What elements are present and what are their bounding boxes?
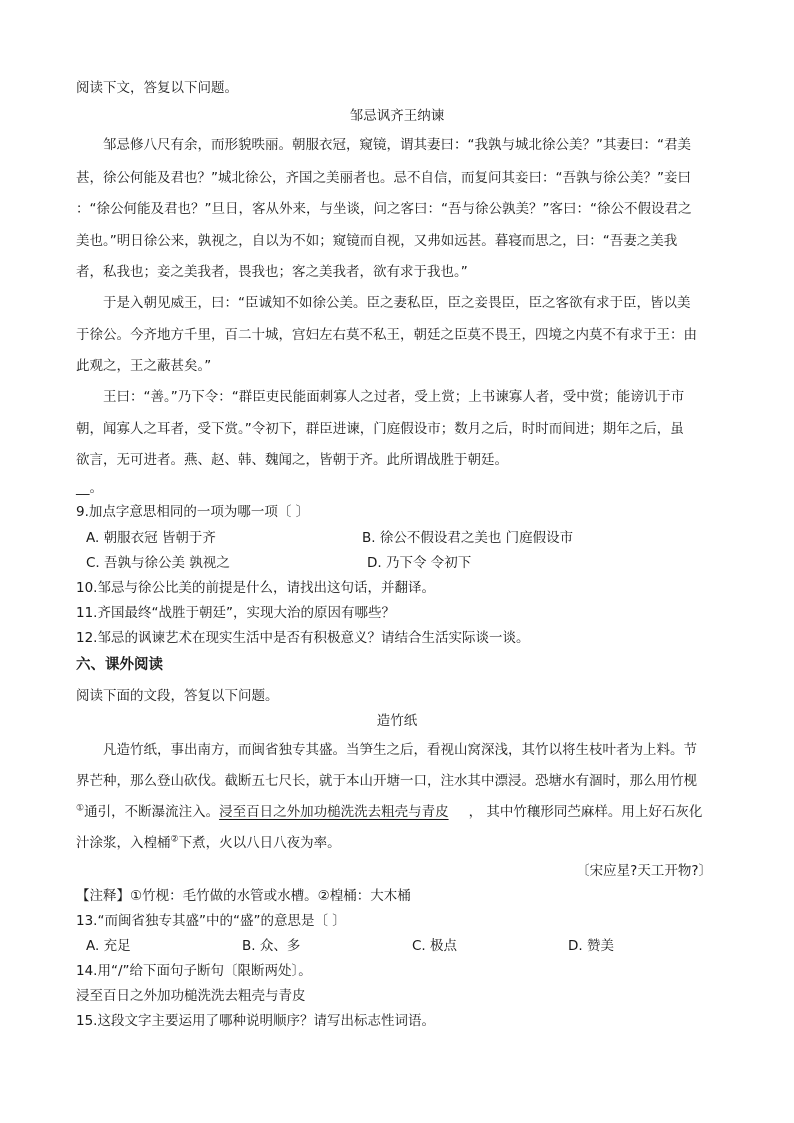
question-14-sentence: 浸至百日之外加功槌洗洗去粗壳与青皮 <box>76 988 306 1004</box>
question-14: 14.用“/”给下面句子断句〔限断两处〕。 <box>76 963 312 979</box>
reading-instruction-2: 阅读下面的文段，答复以下问题。 <box>76 688 279 704</box>
paragraph-line: 甚，徐公何能及君也？”城北徐公，齐国之美丽者也。忌不自信，而复问其妾曰：“吾孰与徐公美？”妾曰 <box>76 170 691 186</box>
paragraph-line <box>76 834 341 852</box>
question-12: 12.邹忌的讽谏艺术在现实生活中是否有积极意义？请结合生活实际谈一谈。 <box>76 630 530 646</box>
paragraph-line: 此观之，王之蔽甚矣。” <box>76 358 212 374</box>
option-c: C. 极点 <box>412 938 458 954</box>
paragraph-line: 美也。”明日徐公来，孰视之，自以为不如；窥镜而自视，又弗如远甚。暮寝而思之，曰：“吾妻之美我 <box>76 233 678 249</box>
question-9: 9.加点字意思相同的一项为哪一项〔 〕 <box>76 504 310 520</box>
question-13: 13.“而闽省独专其盛”中的“盛”的意思是〔 〕 <box>76 913 346 929</box>
paragraph-line: 王曰：“善。”乃下令：“群臣吏民能面刺寡人之过者，受上赏；上书谏寡人者，受中赏；能谤讥于市 <box>103 389 685 405</box>
paragraph-line: 于是入朝见威王，曰：“臣诚知不如徐公美。臣之妻私臣，臣之妾畏臣，臣之客欲有求于臣，皆以美 <box>103 295 691 311</box>
passage-title-2: 造竹纸 <box>376 713 418 729</box>
paragraph-line: 欲言，无可进者。燕、赵、韩、魏闻之，皆朝于齐。此所谓战胜于朝廷。 <box>76 452 508 468</box>
paragraph-line: 者，私我也；妾之美我者，畏我也；客之美我者，欲有求于我也。” <box>76 264 468 280</box>
question-10: 10.邹忌与徐公比美的前提是什么，请找出这句话，并翻译。 <box>76 580 435 596</box>
underlined-sentence: 浸至百日之外加功槌洗洗去粗壳与青皮 <box>219 804 449 820</box>
option-a: A. 朝服衣冠 皆朝于齐 <box>86 530 216 546</box>
option-b: B. 徐公不假设君之美也 门庭假设市 <box>362 530 574 546</box>
passage-title: 邹忌讽齐王纳谏 <box>349 108 445 124</box>
footnote-marker: ① <box>76 803 85 814</box>
option-a: A. 充足 <box>86 938 131 954</box>
paragraph-line: 于徐公。今齐地方千里，百二十城，宫妇左右莫不私王，朝廷之臣莫不畏王，四境之内莫不有求于王：由 <box>76 327 697 343</box>
question-11: 11.齐国最终“战胜于朝廷”，实现大治的原因有哪些？ <box>76 605 395 621</box>
option-d: D. 乃下令 令初下 <box>367 555 472 571</box>
section-heading: 六、课外阅读 <box>76 657 163 673</box>
paragraph-line: 朝，闻寡人之耳者，受下赏。”令初下，群臣进谏，门庭假设市；数月之后，时时而间进；期年之后，虽 <box>76 421 684 437</box>
paragraph-line: 凡造竹纸，事出南方，而闽省独专其盛。当笋生之后，看视山窝深浅，其竹以将生枝叶者为上料。节 <box>103 742 697 758</box>
option-d: D. 赞美 <box>568 938 614 954</box>
text-segment: ， 其中竹穰形同苎麻样。用上好石灰化 <box>468 804 703 820</box>
paragraph-line: ：“徐公何能及君也？”旦日，客从外来，与坐谈，问之客曰：“吾与徐公孰美？”客曰：“徐公不假设君之 <box>76 201 692 217</box>
text-segment: 通引，不断瀑流注入。 <box>84 804 220 820</box>
reading-instruction: 阅读下文，答复以下问题。 <box>76 80 238 96</box>
annotation-note: 【注释】①竹枧：毛竹做的水管或水槽。②楻桶：大木桶 <box>76 888 411 904</box>
option-c: C. 吾孰与徐公美 孰视之 <box>86 555 230 571</box>
option-b: B. 众、多 <box>242 938 301 954</box>
paragraph-line <box>76 803 702 821</box>
paragraph-line: 邹忌修八尺有余，而形貌昳丽。朝服衣冠，窥镜，谓其妻曰：“我孰与城北徐公美？”其妻曰：“君美 <box>103 137 691 153</box>
blank-line: __。 <box>76 480 103 496</box>
text-segment: 汁涂浆，入楻桶 <box>76 835 171 851</box>
text-segment: 下煮，火以八日八夜为率。 <box>178 835 341 851</box>
question-15: 15.这段文字主要运用了哪种说明顺序？请写出标志性词语。 <box>76 1013 435 1029</box>
source-citation: 〔宋应星?天工开物?〕 <box>576 863 712 879</box>
footnote-marker: ② <box>170 834 179 845</box>
paragraph-line: 界芒种，那么登山砍伐。截断五七尺长，就于本山开塘一口，注水其中漂浸。恐塘水有涸时，那么用竹枧 <box>76 773 697 789</box>
